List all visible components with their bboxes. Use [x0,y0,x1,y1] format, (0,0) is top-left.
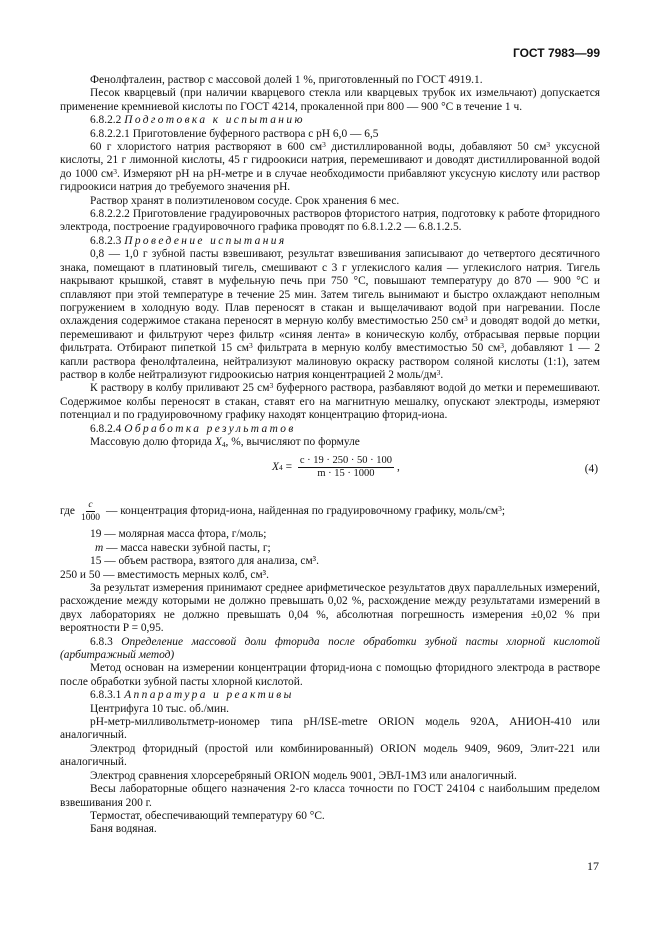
section-683-heading [60,636,600,663]
paragraph-method: Метод основан на измерении концентрации фторид-иона с помощью фторидного электрода в растворе после обработки зубной пасты хлорной кислотой. [60,662,600,688]
equipment-item: Термостат, обеспечивающий температуру 60 °С. [90,809,325,822]
paragraph-phenolphthalein: Фенолфталеин, раствор с массовой долей 1 %, приготовленный по ГОСТ 4919.1. [90,74,483,86]
section-title: Обработка результатов [124,422,296,435]
where-clause: где $\frac{c}{1000}$ — концентрация фторид-иона, найденная по градуировочному графику, моль/$см^3$; [60,500,505,524]
section-title: Проведение испытания [124,234,287,247]
equipment-item: Электрод сравнения хлорсеребряный ORION модель 9001, ЭВЛ-1М3 или аналогичный. [90,769,517,782]
paragraph-quartz-sand: Песок кварцевый (при наличии кварцевого стекла или кварцевых трубок их измельчают) допускается применение кремниевой кислоты по ГОСТ 4214, прокаленной при 800 — 900 °С в течение 1 ч. [60,87,600,113]
where-fraction: $\frac{c}{1000}$ [80,500,100,524]
paragraph-formula-intro: Массовую долю фторида $X_4$, %, вычисляют по формуле [90,435,360,449]
legend-last: 250 и 50 — вместимость мерных колб, см³. [60,568,269,581]
equipment-item: Баня водяная. [90,823,157,836]
formula-block [60,451,600,495]
formula-4: X 4 = $\frac{c \cdot 19 \cdot 250 \cdot 50 \cdot 100}{m \cdot 15 \cdot 1000}$ , [272,455,400,480]
section-number: 6.8.2.2 [90,114,122,127]
legend-item: m — масса навески зубной пасты, г; [95,541,271,554]
section-number: 6.8.3 [90,635,113,648]
formula-legend [60,528,600,568]
legend-item: 19 — молярная масса фтора, г/моль; [90,528,267,541]
equipment-item: Весы лабораторные общего назначения 2-го класса точности по ГОСТ 24104 с наибольшим пределом взвешивания 200 г. [60,783,600,809]
equipment-item: Электрод фторидный (простой или комбинированный) ORION модель 9409, 9609, Элит-221 или аналогичный. [60,742,600,769]
section-6822-heading [60,114,600,127]
legend-item: 15 — объем раствора, взятого для анализа, см³. [90,555,319,568]
paragraph-buffer-addition: К раствору в колбу приливают 25 $см^3$ буферного раствора, разбавляют водой до метки и перемешивают. Содержимое колбы переносят в стакан, ставят его на магнитную мешалку, опускают электроды, измеряют потенциал и по градуировочному графику находят концентрацию фторид-иона. [60,381,600,422]
formula-denominator: m · 15 · 1000 [317,468,375,480]
section-title: Аппаратура и реактивы [124,689,294,702]
section-number: 6.8.2.4 [90,422,122,435]
equipment-item: Центрифуга 10 тыс. об./мин. [90,702,230,715]
formula-numerator: c · 19 · 250 · 50 · 100 [299,455,392,467]
equipment-item: pH-метр-милливольтметр-иономер типа pH/ISE-metre ORION модель 920А, АНИОН-410 или аналогичный. [60,716,600,742]
paragraph-buffer-prep: 60 г хлористого натрия растворяют в 600 $см^3$ дистиллированной воды, добавляют 50 $см^3$ уксусной кислоты, 21 г лимонной кислоты, 45 г гидроокиси натрия, перемешивают и доводят дистиллированной водой до 1000 $см^3$. Измеряют pH на pH-метре и в случае необходимости прибавляют уксусную кислоту или раствор гидроокиси натрия до требуемого значения pH. [60,140,600,194]
section-title: Определение массовой доли фторида после обработки зубной пасты хлорной кислотой (арбитражный метод) [60,635,600,662]
section-number: 6.8.2.3 [90,234,122,247]
section-number: 6.8.3.1 [90,689,122,702]
paragraph-result: За результат измерения принимают среднее арифметическое результатов двух параллельных измерений, расхождение между которыми не должно превышать 0,02 %, расхождение между результатами измерений в двух лабораториях не должно превышать 0,04 %, абсолютная погрешность измерения ±0,02 % при вероятности P = 0,95. [60,582,600,635]
section-title: Подготовка к испытанию [124,114,305,127]
paragraph-storage: Раствор хранят в полиэтиленовом сосуде. Срок хранения 6 мес. [90,194,400,207]
paragraph-6822-1: 6.8.2.2.1 Приготовление буферного раствора с pH 6,0 — 6,5 [90,127,379,140]
section-6823-heading [60,235,600,248]
section-6824-heading [60,423,600,436]
formula-number: (4) [584,463,598,476]
page-number: 17 [587,859,599,873]
document-body [60,74,600,837]
page-header: ГОСТ 7983—99 [512,46,600,60]
paragraph-6822-2: 6.8.2.2.2 Приготовление градуировочных растворов фтористого натрия, подготовку к работе фторидного электрода, построение градуировочного графика проводят по 6.8.1.2.2 — 6.8.1.2.5. [60,208,600,234]
formula-fraction [298,455,394,480]
paragraph-test-procedure: 0,8 — 1,0 г зубной пасты взвешивают, результат взвешивания записывают до четвертого десятичного знака, помещают в платиновый тигель, смешивают с 3 г углекислого калия — углекислого натрия. Тигель накрывают крышкой, ставят в муфельную печь при 750 °С, повышают температуру до 870 — 900 °С и сплавляют при этой температуре в течение 25 мин. Затем тигель вынимают и быстро охлаждают неполным погружением в холодную воду. Плав переносят в стакан и выщелачивают водой при нагревании. После охлаждения содержимое стакана переносят в мерную колбу вместимостью 250 $см^3$ и доводят водой до метки, перемешивают и фильтруют через фильтр «синяя лента» в коническую колбу, отбрасывая первые порции фильтрата. Отбирают пипеткой 15 $см^3$ фильтрата в мерную колбу вместимостью 50 $см^3$, добавляют 1 — 2 капли раствора фенолфталеина, нейтрализуют малиновую окраску раствором соляной кислоты (1:1), затем раствор в колбе нейтрализуют гидроокисью натрия концентрацией 2 моль/$дм^3$. [60,248,601,381]
section-6831-heading [60,689,600,702]
